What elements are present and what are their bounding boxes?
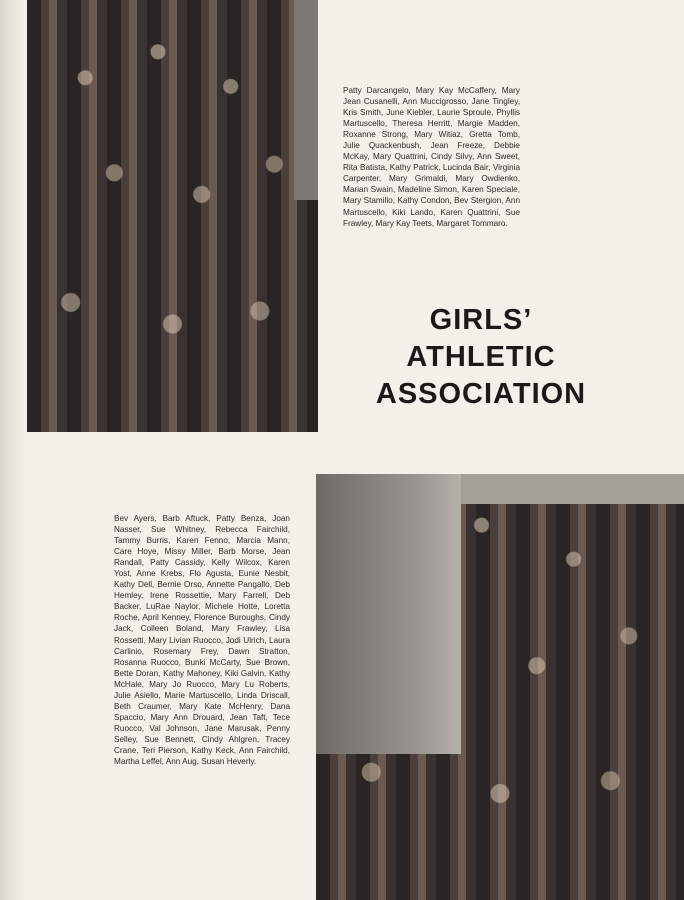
- photo-background-wall: [294, 0, 318, 200]
- caption-bottom-names: Bev Ayers, Barb Aftuck, Patty Benza, Joan Nasser, Sue Whitney, Rebecca Fairchild, Tammy Burris, Karen Fenno, Marcia Mann, Care Hoye, Missy Miller, Barb Morse, Jean Randall, Patty Cassidy, Kelly Wilcox, Karen Yost, Anne Krebs, Flo Agusta, Eunie Nesbit, Kathy Dell, Bernie Orso, Annette Pangallo, Deb Hemley, Irene Rossettie, Mary Farrell, Deb Backer, LuRae Naylor, Michele Hotte, Loretta Roche, April Kenney, Florence Buroughs, Cindy Jack, Colleen Boland, Mary Frawley, Lisa Rossetti, Mary Livian Ruocco, Jodi Ulrich, Laura Carlinio, Rosemary Frey, Dawn Stratton, Rosanna Ruocco, Bunki McCarty, Sue Brown, Bette Doran, Kathy Mahoney, Kiki Galvin, Kathy McHale, Mary Jo Ruocco, Mary Lu Roberts, Julie Asiello, Marie Martuscello, Linda Driscall, Beth Craumer, Mary Kate McHenry, Dana Spaccio, Mary Ann Drouard, Jean Taft, Tece Ruocco, Val Johnson, Jane Marusak, Penny Selley, Sue Bennett, Cindy Ahlgren, Tracey Crane, Teri Pierson, Kathy Keck, Ann Fairchild, Martha Leffel, Ann Aug, Susan Heverly.: [114, 514, 290, 767]
- group-photo-bottom: [316, 474, 684, 900]
- title-line-3: ASSOCIATION: [375, 378, 587, 410]
- title-line-1: GIRLS’: [429, 304, 533, 336]
- title-line-2: ATHLETIC: [406, 341, 556, 373]
- caption-top-names: Patty Darcangelo, Mary Kay McCaffery, Mary Jean Cusanelli, Ann Muccigrosso, Jane Tingley, Kris Smith, June Kiebler, Laurie Sproule, Phyllis Martuscello, Theresa Herritt, Margie Madden, Roxanne Strong, Mary Witiaz, Gretta Tomb, Julie Quackenbush, Jean Freeze, Debbie McKay, Mary Quattrini, Cindy Silvy, Ann Sweet, Rita Batista, Kathy Patrick, Lucinda Bair, Virginia Carpenter, Mary Grimaldi, Mary Owdienko, Marian Swain, Madeline Simon, Karen Speciale, Mary Stamillo, Kathy Condon, Bev Stergion, Ann Martuscello, Kiki Lando, Karen Quattrini, Sue Frawley, Mary Kay Teets, Margaret Tommaro.: [343, 86, 520, 228]
- photo-background-wall: [316, 474, 461, 754]
- page-binding-edge: [0, 0, 26, 900]
- section-title: [340, 302, 622, 413]
- group-photo-top: [27, 0, 318, 432]
- photo-background-ceiling: [461, 474, 684, 504]
